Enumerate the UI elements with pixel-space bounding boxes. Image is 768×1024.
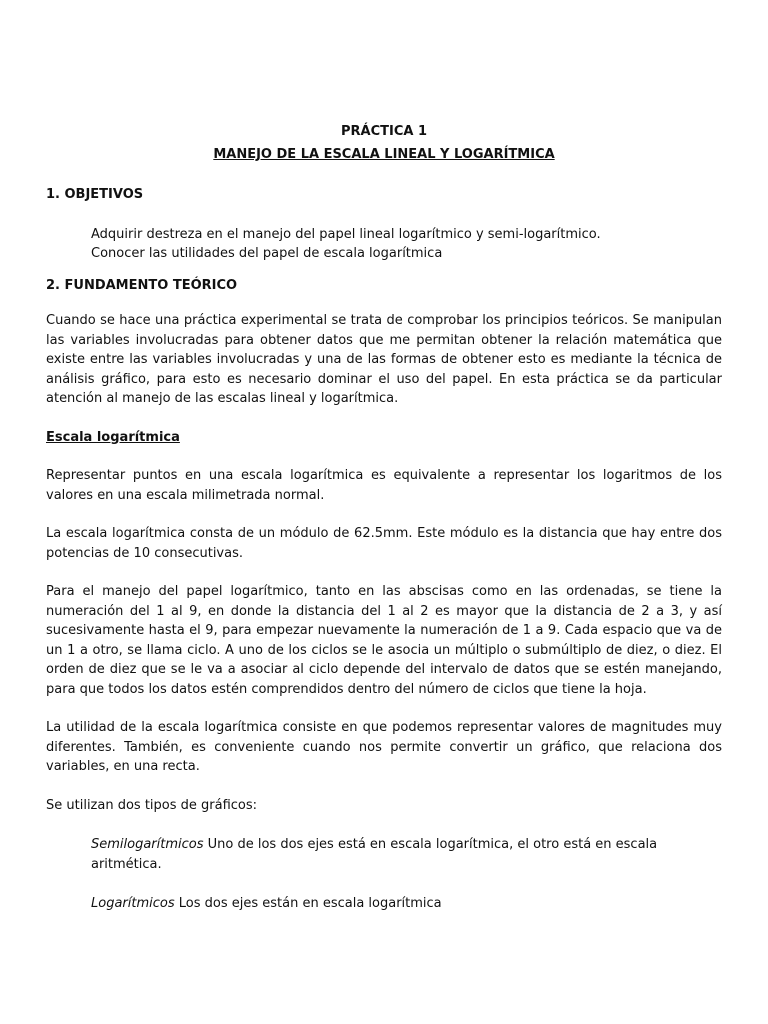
list-item [46, 244, 722, 264]
term-description: Uno de los dos ejes está en escala logarítmica, el otro está en escala aritmética. [91, 837, 658, 872]
section-heading-fundamento: 2. FUNDAMENTO TEÓRICO [46, 277, 238, 293]
paragraph: La utilidad de la escala logarítmica consiste en que podemos representar valores de magnitudes muy diferentes. También, es conveniente cuando nos permite convertir un gráfico, que relaciona dos variables, en una recta. [46, 720, 722, 774]
list-item [46, 835, 722, 874]
list-item-text: Conocer las utilidades del papel de escala logarítmica [91, 246, 443, 261]
tipos-list [46, 835, 722, 914]
paragraph: Representar puntos en una escala logarítmica es equivalente a representar los logaritmos de los valores en una escala milimetrada normal. [46, 468, 722, 503]
paragraph: La escala logarítmica consta de un módulo de 62.5mm. Este módulo es la distancia que hay entre dos potencias de 10 consecutivas. [46, 526, 722, 561]
paragraph: Se utilizan dos tipos de gráficos: [46, 797, 258, 813]
term-logaritmicos: Logarítmicos [91, 896, 175, 911]
page-title: PRÁCTICA 1 [340, 124, 428, 139]
term-semilogaritmicos: Semilogarítmicos [91, 837, 204, 852]
term-description: Los dos ejes están en escala logarítmica [174, 896, 442, 911]
objetivos-list [46, 225, 722, 264]
list-item [46, 894, 722, 914]
page-subtitle: MANEJO DE LA ESCALA LINEAL Y LOGARÍTMICA [213, 146, 555, 162]
document-body [46, 122, 722, 914]
list-item-text: Adquirir destreza en el manejo del papel lineal logarítmico y semi-logarítmico. [91, 226, 601, 242]
subheading-escala-logaritmica: Escala logarítmica [46, 429, 180, 445]
section-heading-objetivos: 1. OBJETIVOS [46, 187, 144, 202]
paragraph: Para el manejo del papel logarítmico, tanto en las abscisas como en las ordenadas, se tiene la numeración del 1 al 9, en donde la distancia del 1 al 2 es mayor que la distancia de 2 a 3, y así sucesivamente hasta el 9, para empezar nuevamente la numeración de 1 a 9. Cada espacio que va de un 1 a otro, se llama ciclo. A uno de los ciclos se le asocia un múltiplo o submúltiplo de diez, o diez. El orden de diez que se le va a asociar al ciclo depende del intervalo de datos que se estén manejando, para que todos los datos estén comprendidos dentro del número de ciclos que tiene la hoja. [46, 584, 722, 697]
paragraph: Cuando se hace una práctica experimental se trata de comprobar los principios teóricos. Se manipulan las variables involucradas para obtener datos que me permitan obtener la relación matemática que existe entre las variables involucradas y una de las formas de obtener esto es mediante la técnica de análisis gráfico, para esto es necesario dominar el uso del papel. En esta práctica se da particular atención al manejo de las escalas lineal y logarítmica. [46, 313, 722, 406]
list-item [46, 225, 722, 245]
